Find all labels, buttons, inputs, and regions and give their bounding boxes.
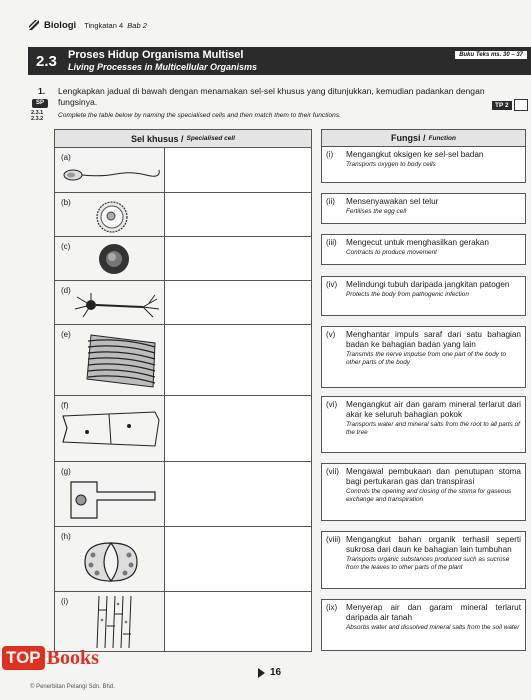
sp-codes: 2.3.1 2.3.2	[31, 110, 44, 122]
cell-answer-b[interactable]	[165, 193, 311, 236]
cell-row-g: (g)	[55, 462, 311, 527]
function-item-ix[interactable]: (ix) Menyerap air dan garam mineral terlarut daripada air tanah Absorbs water and dissolved mineral salts from the soil water	[321, 599, 526, 651]
root-hair-cell-icon	[67, 478, 159, 522]
subject-label: Biologi	[44, 19, 77, 31]
xylem-vessel-icon	[59, 410, 163, 448]
sp-badge: SP	[32, 99, 48, 108]
cell-answer-h[interactable]	[165, 527, 311, 591]
cell-row-b: (b)	[55, 193, 311, 237]
question-text-en: Complete the table below by naming the specialised cells and then match them to their functions.	[58, 112, 341, 119]
section-banner	[28, 47, 531, 75]
muscle-cell-icon	[85, 333, 159, 389]
phloem-tissue-icon	[93, 596, 139, 648]
copyright-text: © Penerbitan Pelangi Sdn. Bhd.	[30, 684, 115, 690]
cell-row-f: (f)	[55, 396, 311, 462]
cell-answer-g[interactable]	[165, 462, 311, 526]
question-number: 1.	[38, 86, 46, 96]
cell-row-e: (e)	[55, 325, 311, 396]
cell-answer-a[interactable]	[165, 148, 311, 192]
watermark-books: Books	[46, 646, 99, 669]
function-item-viii[interactable]: (viii) Mengangkut bahan organik terhasil seperti sukrosa dari daun ke bahagian lain tumbuhan Transports organic substances produced such as sucrose from the leaves to other parts of the plant	[321, 531, 526, 589]
egg-cell-icon	[95, 200, 129, 234]
function-table	[321, 129, 526, 631]
cell-row-d: (d)	[55, 281, 311, 325]
watermark-top: TOP	[2, 646, 45, 670]
cell-answer-f[interactable]	[165, 396, 311, 461]
textbook-reference: Buku Teks ms. 30 – 37	[455, 51, 527, 59]
guard-cell-icon	[81, 539, 141, 585]
level-label: Tingkatan 4 Bab 2	[84, 20, 147, 30]
cell-row-h: (h)	[55, 527, 311, 592]
function-item-iii[interactable]: (iii) Mengecut untuk menghasilkan gerakan Contracts to produce movement	[321, 234, 526, 265]
cell-answer-c[interactable]	[165, 237, 311, 280]
function-table-header: Fungsi / Function	[321, 129, 526, 147]
function-item-vi[interactable]: (vi) Mengangkut air dan garam mineral terlarut dari akar ke seluruh bahagian pokok Transports water and mineral salts from the root to all parts of the tree	[321, 396, 526, 453]
sperm-cell-icon	[61, 164, 161, 186]
page-number: 16	[258, 667, 281, 678]
cell-answer-i[interactable]	[165, 592, 311, 651]
specialised-cell-table	[54, 129, 312, 652]
function-item-v[interactable]: (v) Menghantar impuls saraf dari satu bahagian badan ke bahagian badan yang lain Transmits the nerve impulse from one part of the body to other parts of the body	[321, 326, 526, 388]
running-header	[28, 18, 147, 32]
section-title-ms: Proses Hidup Organisma Multisel	[68, 49, 244, 61]
cell-answer-e[interactable]	[165, 325, 311, 395]
watermark	[2, 646, 99, 670]
section-title-en: Living Processes in Multicellular Organisms	[68, 62, 258, 72]
cell-row-c: (c)	[55, 237, 311, 281]
section-number: 2.3	[36, 52, 57, 70]
tp-label: TP 2	[492, 101, 512, 110]
function-item-iv[interactable]: (iv) Melindungi tubuh daripada jangkitan patogen Protects the body from pathogenic infection	[321, 276, 526, 316]
page-arrow-icon	[258, 668, 265, 678]
nerve-cell-icon	[73, 289, 161, 321]
function-item-i[interactable]: (i) Mengangkut oksigen ke sel-sel badan Transports oxygen to body cells	[321, 146, 526, 183]
cell-row-i: (i)	[55, 592, 311, 651]
cell-table-header: Sel khusus / Specialised cell	[55, 130, 311, 148]
cell-answer-d[interactable]	[165, 281, 311, 324]
cell-row-a: (a)	[55, 148, 311, 193]
red-blood-cell-icon	[97, 242, 131, 276]
question-text-ms: Lengkapkan jadual di bawah dengan menamakan sel-sel khusus yang ditunjukkan, kemudian padankan dengan fungsinya.	[58, 86, 485, 107]
publisher-logo-icon	[28, 19, 40, 31]
tp-checkbox[interactable]	[514, 99, 528, 111]
tp-badge	[492, 100, 528, 110]
function-item-vii[interactable]: (vii) Mengawal pembukaan dan penutupan stoma bagi pertukaran gas dan transpirasi Controls the opening and closing of the stoma for gaseous exchange and transpiration	[321, 463, 526, 521]
function-item-ii[interactable]: (ii) Mensenyawakan sel telur Fertilises the egg cell	[321, 193, 526, 224]
